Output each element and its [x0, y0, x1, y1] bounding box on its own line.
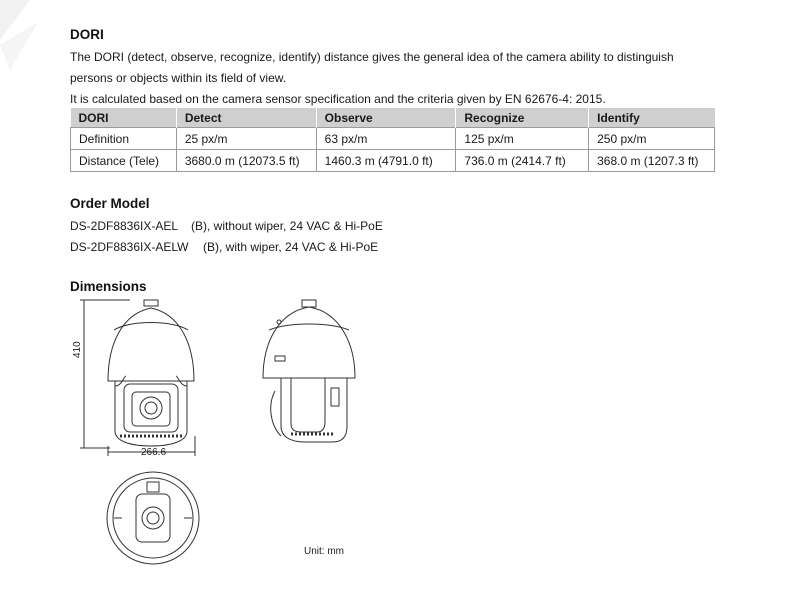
table-cell: 63 px/m — [316, 128, 456, 150]
table-cell: Distance (Tele) — [71, 150, 177, 172]
order-model-code: DS-2DF8836IX-AELW — [70, 240, 189, 254]
order-model-heading: Order Model — [70, 196, 150, 211]
unit-label: Unit: mm — [304, 546, 344, 557]
table-cell: 368.0 m (1207.3 ft) — [589, 150, 715, 172]
order-model-code: DS-2DF8836IX-AEL — [70, 219, 179, 233]
dori-table — [70, 108, 715, 172]
dori-heading: DORI — [70, 27, 104, 42]
dori-description-line1: The DORI (detect, observe, recognize, identify) distance gives the general idea of the camera ability to distinguish — [70, 50, 674, 64]
order-item — [70, 240, 378, 254]
camera-front-view-drawing — [70, 296, 210, 462]
table-cell: 125 px/m — [456, 128, 589, 150]
dimensions-heading: Dimensions — [70, 279, 147, 294]
table-cell: 1460.3 m (4791.0 ft) — [316, 150, 456, 172]
order-item — [70, 219, 383, 233]
dori-criteria-text: It is calculated based on the camera sensor specification and the criteria given by EN 62676-4: 2015. — [70, 92, 606, 106]
camera-side-view-drawing — [255, 296, 365, 456]
table-header-row — [71, 108, 715, 128]
camera-bottom-view-drawing — [104, 470, 204, 570]
table-cell: 3680.0 m (12073.5 ft) — [176, 150, 316, 172]
table-row — [71, 150, 715, 172]
table-cell: 250 px/m — [589, 128, 715, 150]
corner-decoration — [0, 0, 70, 90]
order-model-description: (B), with wiper, 24 VAC & Hi-PoE — [203, 240, 379, 254]
width-dimension-label: 266.6 — [141, 447, 167, 458]
table-header-cell: Observe — [316, 108, 456, 128]
table-header-cell: Detect — [176, 108, 316, 128]
table-cell: Definition — [71, 128, 177, 150]
table-header-cell: DORI — [71, 108, 177, 128]
table-row — [71, 128, 715, 150]
table-cell: 736.0 m (2414.7 ft) — [456, 150, 589, 172]
order-model-description: (B), without wiper, 24 VAC & Hi-PoE — [191, 219, 383, 233]
table-cell: 25 px/m — [176, 128, 316, 150]
table-header-cell: Identify — [589, 108, 715, 128]
dori-description-line2: persons or objects within its field of view. — [70, 71, 287, 85]
table-header-cell: Recognize — [456, 108, 589, 128]
height-dimension-label: 410 — [72, 341, 83, 358]
